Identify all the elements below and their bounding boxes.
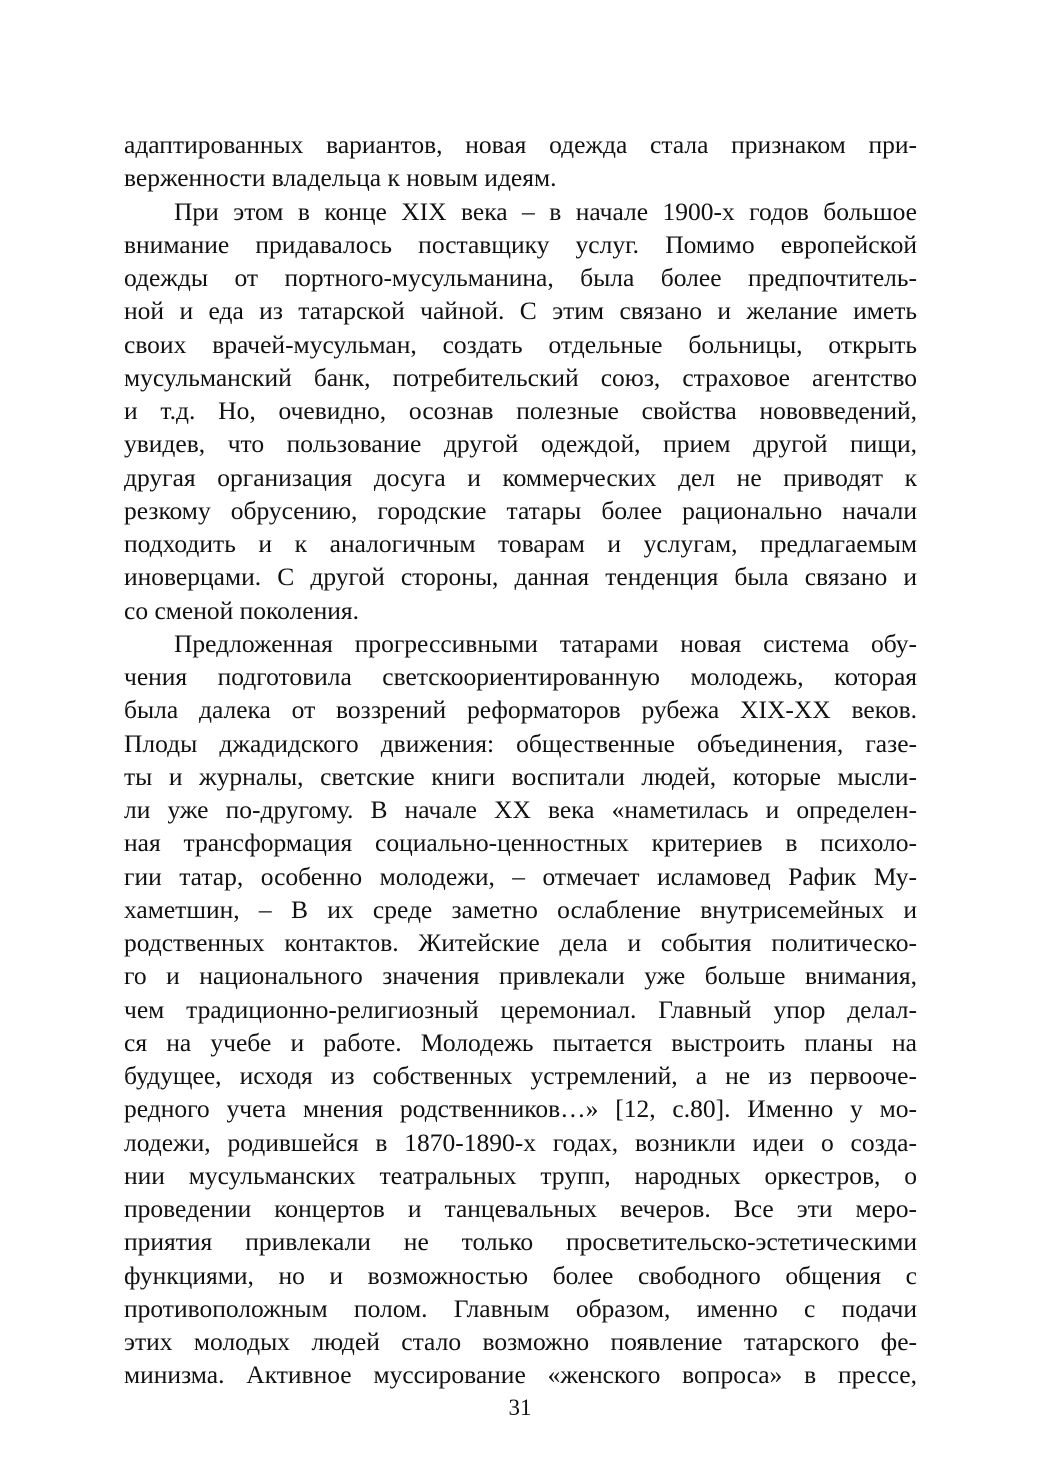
text-line: резкому обрусению, городские татары более рационально начали bbox=[124, 495, 917, 525]
text-line: Плоды джадидского движения: общественные объединения, газе- bbox=[124, 728, 917, 758]
text-line: будущее, исходя из собственных устремлений, а не из первооче- bbox=[124, 1061, 917, 1090]
text-line: иноверцами. С другой стороны, данная тенденция была связано и bbox=[124, 562, 917, 592]
text-line: своих врачей-мусульман, создать отдельные больницы, открыть bbox=[124, 329, 917, 359]
text-line: противоположным полом. Главным образом, именно с подачи bbox=[124, 1293, 917, 1323]
text-line: подходить и к аналогичным товарам и услугам, предлагаемым bbox=[124, 529, 917, 558]
text-line: проведении концертов и танцевальных вечеров. Все эти меро- bbox=[124, 1194, 917, 1223]
paragraph-3 bbox=[124, 627, 917, 1392]
text-line: ной и еда из татарской чайной. С этим связано и желание иметь bbox=[124, 296, 917, 326]
text-line: ли уже по-другому. В начале XX века «наметилась и определен- bbox=[124, 795, 917, 824]
text-line: редного учета мнения родственников…» [12, с.80]. Именно у мо- bbox=[124, 1094, 917, 1124]
page-number: 31 bbox=[508, 1395, 532, 1420]
text-line: мусульманский банк, потребительский союз, страховое агентство bbox=[124, 362, 917, 392]
text-line: другая организация досуга и коммерческих дел не приводят к bbox=[124, 462, 917, 492]
text-line: внимание придавалось поставщику услуг. Помимо европейской bbox=[124, 229, 917, 259]
text-line: приятия привлекали не только просветительско-эстетическими bbox=[124, 1227, 917, 1257]
text-line: одежды от портного-мусульманина, была более предпочтитель- bbox=[124, 263, 917, 292]
text-line: хаметшин, – В их среде заметно ослабление внутрисемейных и bbox=[124, 894, 917, 924]
text-line: го и национального значения привлекали уже больше внимания, bbox=[124, 961, 917, 991]
text-line: гии татар, особенно молодежи, – отмечает исламовед Рафик Му- bbox=[124, 861, 917, 891]
text-line: Предложенная прогрессивными татарами новая система обу- bbox=[174, 628, 917, 658]
page-body bbox=[124, 128, 917, 1392]
text-line: была далека от воззрений реформаторов рубежа XIX-XX веков. bbox=[124, 695, 917, 725]
text-line: ся на учебе и работе. Молодежь пытается выстроить планы на bbox=[124, 1027, 917, 1057]
text-line: адаптированных вариантов, новая одежда стала признаком при- bbox=[124, 130, 917, 159]
text-line: чем традиционно-религиозный церемониал. Главный упор делал- bbox=[124, 994, 917, 1024]
text-line: этих молодых людей стало возможно появление татарского фе- bbox=[124, 1327, 917, 1356]
text-line: и т.д. Но, очевидно, осознав полезные свойства нововведений, bbox=[124, 396, 917, 425]
paragraph-2 bbox=[124, 195, 917, 627]
text-line: При этом в конце XIX века – в начале 1900-х годов большое bbox=[174, 196, 917, 226]
text-line: ная трансформация социально-ценностных критериев в психоло- bbox=[124, 828, 917, 858]
text-line: функциями, но и возможностью более свободного общения с bbox=[124, 1260, 917, 1290]
text-line: чения подготовила светскоориентированную молодежь, которая bbox=[124, 662, 917, 691]
text-line: нии мусульманских театральных трупп, народных оркестров, о bbox=[124, 1160, 917, 1190]
text-line: минизма. Активное муссирование «женского вопроса» в прессе, bbox=[124, 1360, 917, 1390]
text-line: ты и журналы, светские книги воспитали людей, которые мысли- bbox=[124, 761, 917, 791]
text-line: со сменой поколения. bbox=[124, 595, 359, 625]
text-line: верженности владельца к новым идеям. bbox=[124, 163, 557, 193]
text-line: увидев, что пользование другой одеждой, прием другой пищи, bbox=[124, 429, 917, 459]
paragraph-1 bbox=[124, 128, 917, 195]
text-line: родственных контактов. Житейские дела и события политическо- bbox=[124, 928, 917, 957]
text-line: лодежи, родившейся в 1870-1890-х годах, возникли идеи о созда- bbox=[124, 1127, 917, 1157]
